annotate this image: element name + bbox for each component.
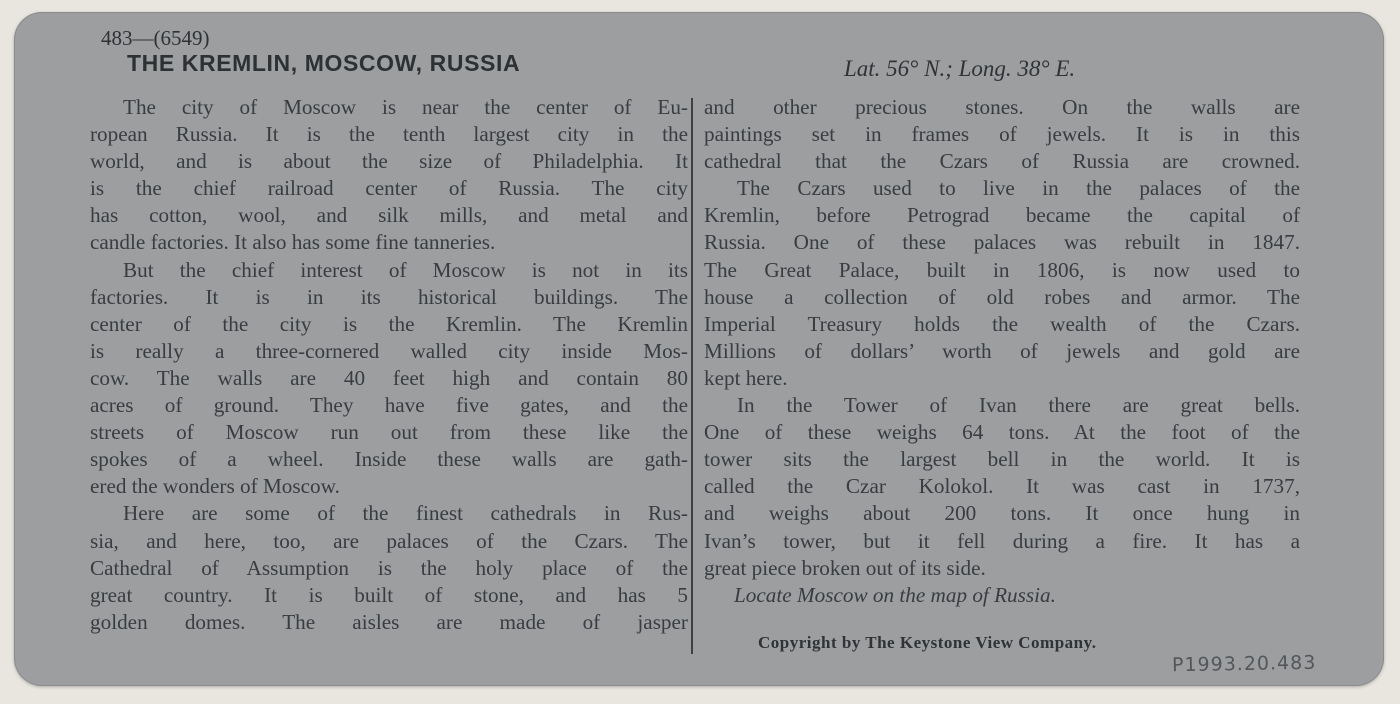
text-line: The Great Palace, built in 1806, is now used to (704, 257, 1300, 282)
text-line: cathedral that the Czars of Russia are crowned. (704, 149, 1300, 174)
card-number: 483—(6549) (101, 26, 210, 50)
text-line: candle factories. It also has some fine tanneries. (90, 230, 496, 255)
right-text-lines (704, 94, 1300, 582)
locate-instruction: Locate Moscow on the map of Russia. (734, 582, 1056, 607)
text-line: great country. It is built of stone, and has 5 (90, 582, 688, 607)
text-line: Kremlin, before Petrograd became the capital of (704, 203, 1300, 228)
text-line: center of the city is the Kremlin. The Kremlin (90, 311, 688, 336)
text-line: acres of ground. They have five gates, and the (90, 393, 688, 418)
card-title: THE KREMLIN, MOSCOW, RUSSIA (127, 50, 521, 76)
text-line: Russia. One of these palaces was rebuilt in 1847. (704, 230, 1300, 255)
text-line: world, and is about the size of Philadelphia. It (90, 149, 688, 174)
text-line: But the chief interest of Moscow is not in its (123, 257, 688, 282)
text-line: Here are some of the finest cathedrals in Rus- (123, 501, 688, 526)
stereoview-card-back (14, 12, 1384, 686)
text-line: and other precious stones. On the walls are (704, 95, 1300, 119)
text-line: One of these weighs 64 tons. At the foot of the (704, 420, 1300, 445)
text-line: The city of Moscow is near the center of Eu- (123, 95, 688, 119)
text-line: called the Czar Kolokol. It was cast in 1737, (704, 474, 1300, 499)
text-line: is really a three-cornered walled city inside Mos- (90, 338, 688, 363)
text-line: Cathedral of Assumption is the holy place of the (90, 555, 688, 580)
text-line: tower sits the largest bell in the world. It is (704, 447, 1300, 472)
column-divider (691, 98, 693, 654)
text-line: In the Tower of Ivan there are great bells. (737, 393, 1300, 418)
left-text-column (90, 94, 688, 636)
text-line: great piece broken out of its side. (704, 555, 986, 580)
text-line: golden domes. The aisles are made of jasper (90, 609, 688, 634)
text-line: spokes of a wheel. Inside these walls are gath- (90, 447, 688, 472)
text-line: and weighs about 200 tons. It once hung in (704, 501, 1300, 526)
text-line: factories. It is in its historical buildings. The (90, 284, 688, 309)
text-line: house a collection of old robes and armor. The (704, 284, 1300, 309)
text-line: has cotton, wool, and silk mills, and metal and (90, 203, 688, 228)
text-line: sia, and here, too, are palaces of the Czars. The (90, 528, 688, 553)
text-line: ered the wonders of Moscow. (90, 474, 340, 499)
text-line: Ivan’s tower, but it fell during a fire. It has a (704, 528, 1300, 553)
text-line: Imperial Treasury holds the wealth of the Czars. (704, 311, 1300, 336)
text-line: cow. The walls are 40 feet high and contain 80 (90, 365, 688, 390)
right-text-column (704, 94, 1300, 609)
text-line: is the chief railroad center of Russia. The city (90, 176, 688, 201)
copyright-notice: Copyright by The Keystone View Company. (758, 633, 1097, 652)
text-line: streets of Moscow run out from these like the (90, 420, 688, 445)
text-line: The Czars used to live in the palaces of the (737, 176, 1300, 201)
text-line: Millions of dollars’ worth of jewels and gold are (704, 338, 1300, 363)
text-line: kept here. (704, 365, 788, 390)
text-line: ropean Russia. It is the tenth largest city in the (90, 122, 688, 147)
handwritten-catalog-number: P1993.20.483 (1171, 651, 1317, 677)
text-line: paintings set in frames of jewels. It is in this (704, 122, 1300, 147)
latitude-longitude: Lat. 56° N.; Long. 38° E. (844, 56, 1076, 81)
